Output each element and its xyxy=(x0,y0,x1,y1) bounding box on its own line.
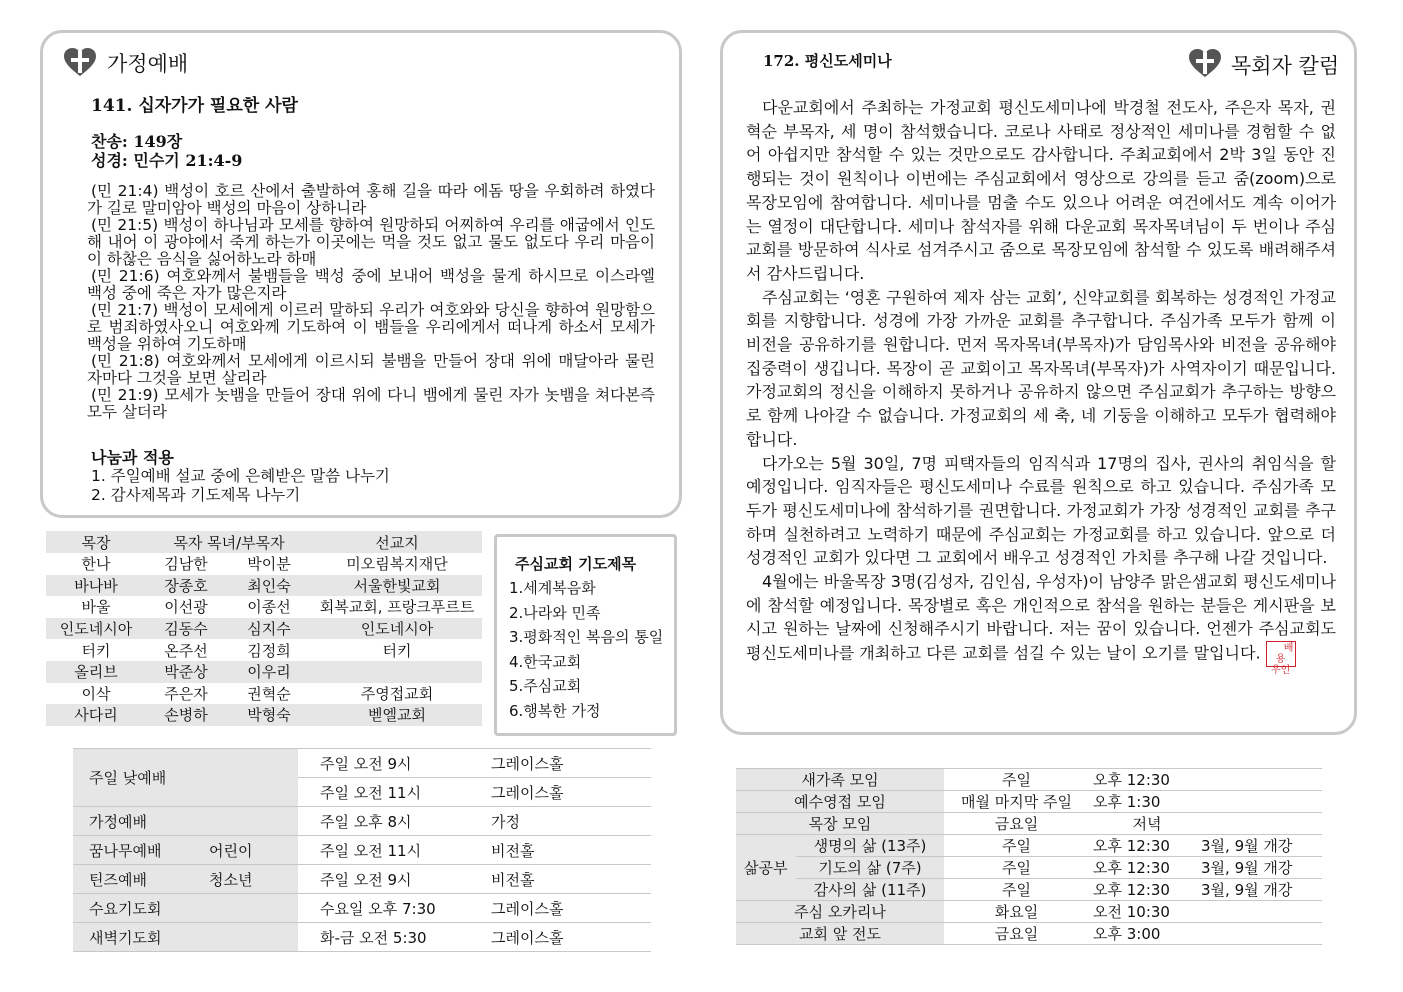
table-row xyxy=(46,683,482,705)
worship-name-text: 틴즈예배 xyxy=(89,870,147,889)
meeting-time: 오후 1:30 xyxy=(1093,793,1161,811)
table-cell: 인도네시아 xyxy=(59,620,133,639)
worship-place: 비전홀 xyxy=(491,870,535,889)
heart-cross-icon xyxy=(63,47,97,77)
hymn-line: 찬송: 149장 xyxy=(91,132,183,151)
table-row xyxy=(46,553,482,575)
worship-time: 수요일 오후 7:30 xyxy=(320,899,436,918)
prayer-box xyxy=(494,534,677,736)
worship-place: 비전홀 xyxy=(491,841,535,860)
table-cell: 손병하 xyxy=(164,706,208,725)
worship-time: 주일 오전 11시 xyxy=(320,841,422,860)
mokjang-header: 선교지 xyxy=(375,533,419,552)
worship-name xyxy=(73,923,298,952)
meeting-name: 목장 모임 xyxy=(736,813,944,835)
family-worship-header: 가정예배 xyxy=(107,52,189,76)
meeting-time: 오후 12:30 xyxy=(1093,837,1170,855)
worship-name xyxy=(73,865,298,894)
meeting-note xyxy=(1201,791,1322,813)
table-row xyxy=(73,923,651,952)
verse: (민 21:6) 여호와께서 불뱀들을 백성 중에 보내어 백성을 물게 하시므로 이스라엘 백성 중에 죽은 자가 많은지라 xyxy=(87,267,655,302)
worship-sub-text: 어린이 xyxy=(209,841,253,860)
meeting-note xyxy=(1201,923,1322,945)
worship-place: 그레이스홀 xyxy=(491,899,564,918)
table-cell: 주영접교회 xyxy=(360,684,434,703)
table-row xyxy=(736,791,1322,813)
meeting-name: 예수영접 모임 xyxy=(736,791,944,813)
pastor-column-panel xyxy=(720,30,1357,735)
meeting-day: 금요일 xyxy=(994,815,1039,833)
meeting-day: 주일 xyxy=(1002,837,1031,855)
table-row xyxy=(46,704,482,726)
meeting-name: 생명의 삶 (13주) xyxy=(796,835,944,857)
meeting-day: 금요일 xyxy=(994,925,1039,943)
table-cell: 회복교회, 프랑크푸르트 xyxy=(319,598,475,617)
worship-time: 화-금 오전 5:30 xyxy=(320,928,427,947)
worship-place: 그레이스홀 xyxy=(491,783,564,802)
meeting-name: 새가족 모임 xyxy=(736,769,944,791)
meeting-time: 오후 12:30 xyxy=(1093,859,1170,877)
worship-place: 그레이스홀 xyxy=(491,928,564,947)
worship-name xyxy=(73,807,298,836)
signature-stamp: 배용 우인 xyxy=(1266,641,1296,667)
worship-sub-text: 청소년 xyxy=(209,870,253,889)
scripture-line: 성경: 민수기 21:4-9 xyxy=(91,151,243,170)
worship-schedule-table xyxy=(73,748,651,952)
worship-name xyxy=(73,749,298,807)
table-row xyxy=(46,639,482,661)
table-row xyxy=(73,894,651,923)
column-paragraph: 주심교회는 ‘영혼 구원하여 제자 삼는 교회’, 신약교회를 회복하는 성경적인 가정교회를 지향합니다. 성경에 가장 가까운 교회를 추구합니다. 주심가족 모두가 함께 이 비전을 공유하기를 원합니다. 먼저 목자목녀(부목자)가 담임목사와 비전을 공유해야 집중력이 생깁니다. 목장이 곧 교회이고 목자목녀(부목자)가 사역자이기 때문입니다. 가정교회의 정신을 이해하지 못하거나 공유하지 않으면 주심교회가 추구하는 방향으로 함께 나아갈 수 없습니다. 가정교회의 세 축, 네 기둥을 이해하고 모두가 협력해야 합니다. xyxy=(746,287,1336,449)
column-title: 172. 평신도세미나 xyxy=(763,52,892,70)
meeting-day: 주일 xyxy=(1002,771,1031,789)
column-paragraph xyxy=(746,570,1336,677)
worship-name xyxy=(73,836,298,865)
prayer-item: 3.평화적인 복음의 통일 xyxy=(509,628,664,646)
table-cell: 바울 xyxy=(81,598,111,617)
meeting-name: 기도의 삶 (7주) xyxy=(796,857,944,879)
table-cell: 사다리 xyxy=(74,706,118,725)
table-cell: 온주선 xyxy=(164,641,208,660)
table-row xyxy=(736,879,1322,901)
worship-place: 가정 xyxy=(491,812,520,831)
table-cell: 권혁순 xyxy=(247,684,291,703)
table-row xyxy=(46,575,482,597)
meeting-name: 감사의 삶 (11주) xyxy=(796,879,944,901)
table-row xyxy=(73,749,651,778)
worship-place: 그레이스홀 xyxy=(491,754,564,773)
meeting-note xyxy=(1201,813,1322,835)
sharing-title: 나눔과 적용 xyxy=(91,448,174,467)
prayer-item: 2.나라와 민족 xyxy=(509,603,601,622)
verse: (민 21:8) 여호와께서 모세에게 이르시되 불뱀을 만들어 장대 위에 매달아라 물린 자마다 그것을 보면 살리라 xyxy=(87,352,655,387)
table-cell: 박형숙 xyxy=(247,706,291,725)
worship-name-text: 가정예배 xyxy=(89,812,147,831)
table-cell: 이우리 xyxy=(247,663,291,682)
meeting-name: 주심 오카리나 xyxy=(736,901,944,923)
table-row xyxy=(46,618,482,640)
meeting-note: 3월, 9월 개강 xyxy=(1201,859,1293,877)
table-cell: 이삭 xyxy=(81,684,111,703)
worship-name xyxy=(73,894,298,923)
lesson-title: 141. 십자가가 필요한 사람 xyxy=(91,96,298,116)
meetings-table xyxy=(736,768,1322,945)
prayer-item: 6.행복한 가정 xyxy=(509,701,601,720)
family-worship-panel xyxy=(40,30,682,518)
table-row xyxy=(46,596,482,618)
table-cell: 김남한 xyxy=(164,555,208,574)
worship-time: 주일 오전 9시 xyxy=(320,870,412,889)
table-cell: 박이분 xyxy=(247,555,291,574)
worship-time: 주일 오전 9시 xyxy=(320,754,412,773)
column-body xyxy=(746,96,1336,677)
sharing-item: 2. 감사제목과 기도제목 나누기 xyxy=(91,486,301,504)
column-paragraph: 다운교회에서 주최하는 가정교회 평신도세미나에 박경철 전도사, 주은자 목자, 권혁순 부목자, 세 명이 참석했습니다. 코로나 사태로 정상적인 세미나를 경험할 수 없어 아쉽지만 참석할 수 있는 것만으로도 감사합니다. 주최교회에서 2박 3일 동안 진행되는 것이 원칙이나 이번에는 주심교회에서 영상으로 강의를 듣고 줌(zoom)으로 목장모임에 참여합니다. 세미나를 멈출 수도 있으나 어려운 여건에서도 계속 이어가는 열정이 대단합니다. 세미나 참석자를 위해 다운교회 목자목녀님이 두 번이나 주심교회를 방문하여 식사로 섬겨주시고 줌으로 목장모임에 참석할 수 있도록 배려해주셔서 감사드립니다. xyxy=(746,98,1336,283)
worship-time: 주일 오전 11시 xyxy=(320,783,422,802)
table-row xyxy=(736,923,1322,945)
table-cell: 주은자 xyxy=(164,684,208,703)
mokjang-header: 목장 xyxy=(81,533,111,552)
verse: (민 21:9) 모세가 놋뱀을 만들어 장대 위에 다니 뱀에게 물린 자가 놋뱀을 쳐다본즉 모두 살더라 xyxy=(87,386,655,421)
verse-list xyxy=(87,183,655,421)
table-cell: 터키 xyxy=(382,641,412,660)
meeting-day: 주일 xyxy=(1002,859,1031,877)
table-row xyxy=(73,836,651,865)
meeting-note xyxy=(1201,901,1322,923)
table-row xyxy=(73,865,651,894)
prayer-item: 5.주심교회 xyxy=(509,677,582,695)
table-cell: 심지수 xyxy=(247,620,291,639)
meeting-time: 저녁 xyxy=(1132,815,1162,833)
column-header: 목회자 칼럼 xyxy=(1231,54,1340,78)
table-cell: 이선광 xyxy=(164,598,208,617)
table-row xyxy=(46,661,482,683)
table-row xyxy=(736,813,1322,835)
table-cell: 올리브 xyxy=(74,663,118,682)
table-row xyxy=(736,901,1322,923)
meeting-note: 3월, 9월 개강 xyxy=(1201,837,1293,855)
column-paragraph-text: 4월에는 바울목장 3명(김성자, 김인심, 우성자)이 남양주 맑은샘교회 평신도세미나에 참석할 예정입니다. 목장별로 혹은 개인적으로 참석을 원하는 분들은 게시판을 보시고 원하는 날짜에 신청해주시기 바랍니다. 저는 꿈이 있습니다. 언젠가 주심교회도 평신도세미나를 개최하고 다른 교회를 섬길 수 있는 날이 오기를 말입니다. xyxy=(746,572,1336,663)
worship-name-text: 수요기도회 xyxy=(89,899,162,918)
heart-cross-icon xyxy=(1188,48,1222,78)
table-cell: 한나 xyxy=(81,555,111,574)
worship-name-text: 꿈나무예배 xyxy=(89,841,162,860)
column-paragraph: 다가오는 5월 30일, 7명 피택자들의 임직식과 17명의 집사, 권사의 취임식을 할 예정입니다. 임직자들은 평신도세미나 수료를 원칙으로 하고 있습니다. 주심가족 모두가 평신도세미나에 참석하기를 권면합니다. 가정교회가 가장 성경적인 교회를 추구하며 실천하려고 노력하기 때문에 주심교회는 가정교회를 하고 있습니다. 앞으로 더 성경적인 교회가 있다면 그 교회에서 배우고 성경적인 가치를 추구해 나갈 것입니다. xyxy=(746,453,1336,568)
meeting-note xyxy=(1201,769,1322,791)
table-cell: 서울한빛교회 xyxy=(353,576,441,595)
table-cell: 이종선 xyxy=(247,598,291,617)
meeting-time: 오전 10:30 xyxy=(1093,903,1170,921)
table-row xyxy=(736,769,1322,791)
verse: (민 21:5) 백성이 하나님과 모세를 향하여 원망하되 어찌하여 우리를 애굽에서 인도해 내어 이 광야에서 죽게 하는가 이곳에는 먹을 것도 없고 물도 없도다 우리 마음이 이 하찮은 음식을 싫어하노라 하매 xyxy=(87,216,655,268)
meeting-day: 화요일 xyxy=(994,903,1039,921)
table-cell: 미오림복지재단 xyxy=(346,555,448,574)
worship-time: 주일 오후 8시 xyxy=(320,812,412,831)
table-cell xyxy=(312,661,482,683)
table-cell: 김동수 xyxy=(164,620,208,639)
meeting-time: 오후 12:30 xyxy=(1093,771,1170,789)
verse: (민 21:4) 백성이 호르 산에서 출발하여 홍해 길을 따라 에돔 땅을 우회하려 하였다가 길로 말미암아 백성의 마음이 상하니라 xyxy=(87,182,655,217)
mokjang-table xyxy=(46,531,482,726)
verse: (민 21:7) 백성이 모세에게 이르러 말하되 우리가 여호와와 당신을 향하여 원망함으로 범죄하였사오니 여호와께 기도하여 이 뱀들을 우리에게서 떠나게 하소서 모세가 백성을 위하여 기도하매 xyxy=(87,301,655,353)
meeting-day: 주일 xyxy=(1002,881,1031,899)
table-row xyxy=(736,857,1322,879)
meetings-group-label: 삶공부 xyxy=(736,835,796,901)
prayer-title: 주심교회 기도제목 xyxy=(515,555,637,573)
table-cell: 김정희 xyxy=(247,641,291,660)
table-row xyxy=(73,807,651,836)
meeting-name: 교회 앞 전도 xyxy=(736,923,944,945)
table-cell: 최인숙 xyxy=(247,576,291,595)
table-cell: 터키 xyxy=(81,641,111,660)
worship-name-text: 주일 낮예배 xyxy=(89,769,167,787)
table-cell: 인도네시아 xyxy=(360,620,434,639)
prayer-list xyxy=(509,576,663,723)
table-cell: 바나바 xyxy=(74,576,118,595)
table-row xyxy=(736,835,1322,857)
table-cell: 벧엘교회 xyxy=(368,706,426,725)
worship-name-text: 새벽기도회 xyxy=(89,928,162,947)
prayer-item: 4.한국교회 xyxy=(509,652,582,671)
table-cell: 박준상 xyxy=(164,663,208,682)
table-cell: 장종호 xyxy=(164,576,208,595)
meeting-time: 오후 12:30 xyxy=(1093,881,1170,899)
meeting-day: 매월 마지막 주일 xyxy=(961,793,1072,811)
mokjang-header: 목자 목녀/부목자 xyxy=(173,533,285,552)
meeting-note: 3월, 9월 개강 xyxy=(1201,881,1293,899)
meeting-time: 오후 3:00 xyxy=(1093,925,1161,943)
sharing-item: 1. 주일예배 설교 중에 은혜받은 말씀 나누기 xyxy=(91,467,390,485)
prayer-item: 1.세계복음화 xyxy=(509,579,596,597)
